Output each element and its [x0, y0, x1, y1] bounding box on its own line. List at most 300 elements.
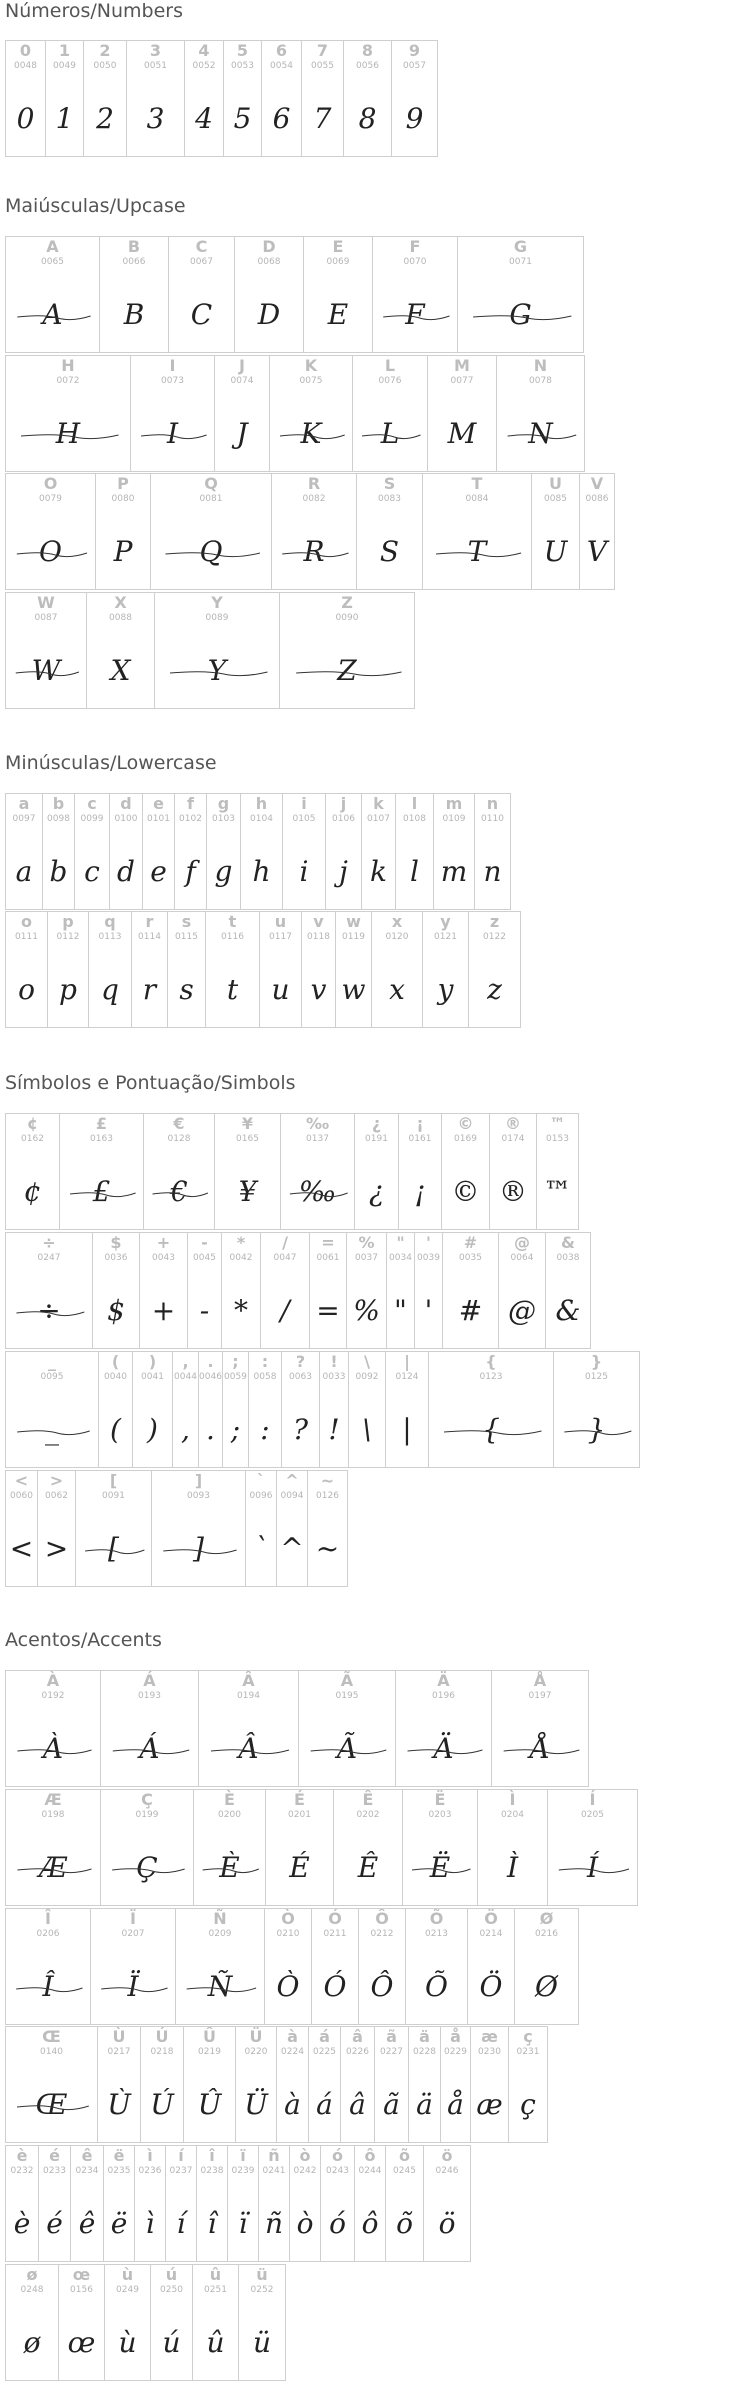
glyph-code-label: 0052 [192, 61, 216, 71]
glyph-character-label: O [43, 474, 58, 493]
glyph-sample-image: Ì [506, 1850, 519, 1884]
glyph-row [5, 1113, 579, 1230]
glyph-cell [84, 40, 127, 157]
glyph-sample-image: & [555, 1293, 581, 1327]
glyph-code-label: 0216 [535, 1929, 558, 1939]
glyph-character-label: " [396, 1233, 405, 1252]
glyph-sample-image: æ [476, 2087, 503, 2121]
glyph-character-label: Ë [434, 1790, 446, 1809]
glyph-character-label: É [294, 1790, 305, 1809]
glyph-cell [341, 2026, 375, 2143]
glyph-code-label: 0205 [581, 1810, 604, 1820]
glyph-sample-image: x [389, 972, 405, 1006]
glyph-sample-image: r [142, 972, 157, 1006]
glyph-code-label: 0044 [174, 1372, 197, 1382]
glyph-sample-image: + [151, 1293, 176, 1327]
glyph-character-label: ø [26, 2265, 38, 2284]
glyph-sample-image: d [117, 854, 135, 888]
glyph-character-label: Y [211, 593, 223, 612]
glyph-code-label: 0227 [380, 2047, 403, 2057]
glyph-row [5, 1470, 348, 1587]
glyph-code-label: 0192 [41, 1691, 65, 1701]
glyph-row [5, 2264, 286, 2381]
glyph-character-label: í [178, 2146, 184, 2165]
glyph-code-label: 0234 [75, 2166, 99, 2176]
glyph-code-label: 0174 [501, 1134, 525, 1144]
glyph-code-label: 0066 [122, 257, 146, 267]
glyph-code-label: 0236 [138, 2166, 162, 2176]
glyph-character-label: n [486, 794, 499, 813]
glyph-sample-image: À [6, 1711, 100, 1786]
glyph-code-label: 0219 [198, 2047, 221, 2057]
glyph-cell [173, 1351, 199, 1468]
glyph-code-label: 0071 [509, 257, 532, 267]
glyph-character-label: ‰ [305, 1114, 330, 1133]
glyph-sample-image: Ö [479, 1969, 503, 2003]
glyph-character-label: Ô [375, 1909, 389, 1928]
glyph-character-label: © [457, 1114, 474, 1133]
glyph-sample-image: à [284, 2087, 301, 2121]
glyph-character-label: è [16, 2146, 28, 2165]
glyph-cell [441, 2026, 471, 2143]
glyph-row [5, 1232, 591, 1349]
glyph-character-label: J [239, 356, 245, 375]
glyph-character-label: Ó [328, 1909, 342, 1928]
glyph-row [5, 473, 615, 590]
glyph-sample-image: Ñ [176, 1949, 264, 2024]
glyph-sample-image: V [586, 534, 608, 568]
glyph-cell [228, 2145, 259, 2262]
glyph-cell [321, 2145, 355, 2262]
glyph-sample-image: J [236, 416, 248, 450]
glyph-character-label: ô [364, 2146, 376, 2165]
glyph-code-label: 0115 [175, 932, 198, 942]
glyph-cell [166, 2145, 197, 2262]
glyph-character-label: N [533, 356, 548, 375]
glyph-cell [184, 2026, 236, 2143]
glyph-sample-image: 0 [16, 101, 35, 135]
glyph-character-label: ? [295, 1352, 306, 1371]
glyph-code-label: 0109 [442, 814, 466, 824]
glyph-code-label: 0204 [501, 1810, 524, 1820]
glyph-cell [199, 1351, 223, 1468]
glyph-code-label: 0079 [39, 494, 62, 504]
glyph-cell [469, 911, 521, 1028]
glyph-character-label: 9 [408, 41, 421, 60]
glyph-cell [308, 1470, 348, 1587]
glyph-code-label: 0210 [276, 1929, 300, 1939]
glyph-code-label: 0035 [459, 1253, 482, 1263]
glyph-sample-image: Ã [299, 1711, 395, 1786]
glyph-cell [87, 592, 155, 709]
glyph-sample-image: \ [362, 1412, 372, 1446]
glyph-character-label: ` [257, 1471, 265, 1490]
glyph-cell [372, 911, 423, 1028]
glyph-cell [396, 793, 434, 910]
glyph-sample-image: : [260, 1412, 270, 1446]
glyph-cell [96, 473, 151, 590]
glyph-cell [302, 911, 336, 1028]
glyph-sample-image: P [113, 534, 133, 568]
glyph-cell [392, 40, 438, 157]
glyph-sample-image: S [379, 534, 400, 568]
glyph-cell [100, 236, 169, 353]
glyph-character-label: o [21, 912, 32, 931]
glyph-sample-image: ã [383, 2087, 400, 2121]
glyph-cell [110, 793, 143, 910]
glyph-sample-image: = [316, 1293, 340, 1327]
glyph-code-label: 0033 [322, 1372, 346, 1382]
glyph-cell [105, 2264, 151, 2381]
glyph-character-label: T [471, 474, 483, 493]
glyph-code-label: 0197 [528, 1691, 552, 1701]
glyph-cell [246, 1470, 277, 1587]
glyph-sample-image: ¥ [238, 1174, 257, 1208]
glyph-cell [509, 2026, 548, 2143]
glyph-code-label: 0217 [107, 2047, 131, 2057]
glyph-character-label: w [346, 912, 361, 931]
glyph-cell [6, 1789, 101, 1906]
glyph-sample-image: N [497, 396, 584, 471]
glyph-code-label: 0042 [229, 1253, 253, 1263]
glyph-sample-image: D [257, 297, 281, 331]
glyph-cell [239, 2264, 286, 2381]
glyph-cell [101, 1670, 199, 1787]
glyph-sample-image: I [131, 396, 214, 471]
glyph-cell [353, 355, 428, 472]
glyph-sample-image: â [349, 2087, 366, 2121]
glyph-character-label: ™ [549, 1114, 566, 1133]
glyph-sample-image: Ë [403, 1830, 477, 1905]
glyph-cell [127, 40, 185, 157]
section-title-symbols: Símbolos e Pontuação/Simbols [5, 1072, 296, 1094]
glyph-code-label: 0068 [257, 257, 281, 267]
glyph-sample-image: > [44, 1531, 69, 1565]
glyph-sample-image: Ù [107, 2087, 131, 2121]
glyph-character-label: % [358, 1233, 375, 1252]
glyph-character-label: õ [399, 2146, 410, 2165]
glyph-code-label: 0055 [311, 61, 334, 71]
glyph-sample-image: Ø [535, 1969, 558, 2003]
glyph-cell [175, 793, 207, 910]
glyph-character-label: - [201, 1233, 208, 1252]
glyph-code-label: 0117 [269, 932, 292, 942]
glyph-cell [443, 1232, 499, 1349]
glyph-sample-image: v [310, 972, 327, 1006]
glyph-character-label: ñ [268, 2146, 280, 2165]
glyph-sample-image: % [353, 1293, 380, 1327]
glyph-code-label: 0051 [144, 61, 167, 71]
glyph-cell [6, 2145, 39, 2262]
glyph-cell [259, 2145, 290, 2262]
glyph-code-label: 0194 [237, 1691, 260, 1701]
glyph-code-label: 0048 [14, 61, 37, 71]
glyph-character-label: I [169, 356, 176, 375]
glyph-cell [241, 793, 283, 910]
glyph-sample-image: ê [78, 2206, 96, 2240]
glyph-sample-image: í [176, 2206, 186, 2240]
glyph-sample-image: Z [280, 633, 414, 708]
glyph-code-label: 0039 [417, 1253, 440, 1263]
glyph-cell [75, 793, 110, 910]
glyph-character-label: ï [240, 2146, 246, 2165]
glyph-sample-image: ë [110, 2206, 128, 2240]
glyph-character-label: R [307, 474, 321, 493]
glyph-cell [277, 1470, 308, 1587]
glyph-sample-image: 7 [313, 101, 332, 135]
glyph-cell [199, 1670, 299, 1787]
glyph-code-label: 0220 [244, 2047, 268, 2057]
glyph-sample-image: Õ [425, 1969, 448, 2003]
glyph-character-label: ® [505, 1114, 521, 1133]
glyph-code-label: 0239 [231, 2166, 255, 2176]
glyph-character-label: X [114, 593, 127, 612]
glyph-sample-image: Æ [6, 1830, 100, 1905]
glyph-code-label: 0038 [556, 1253, 580, 1263]
glyph-character-label: À [46, 1671, 60, 1690]
glyph-cell [6, 1908, 91, 2025]
glyph-cell [152, 1470, 246, 1587]
glyph-code-label: 0101 [147, 814, 170, 824]
glyph-character-label: é [49, 2146, 60, 2165]
glyph-sample-image: n [483, 854, 502, 888]
glyph-cell [347, 1232, 387, 1349]
glyph-row [5, 1670, 589, 1787]
glyph-character-label: Å [533, 1671, 547, 1690]
glyph-character-label: 1 [58, 41, 71, 60]
glyph-character-label: ä [419, 2027, 430, 2046]
glyph-cell [89, 911, 132, 1028]
glyph-sample-image: @ [508, 1293, 536, 1327]
glyph-character-label: C [195, 237, 208, 256]
glyph-code-label: 0198 [41, 1810, 65, 1820]
glyph-character-label: á [319, 2027, 330, 2046]
glyph-code-label: 0067 [190, 257, 213, 267]
glyph-row [5, 1789, 638, 1906]
glyph-cell [424, 2145, 471, 2262]
glyph-cell [423, 911, 469, 1028]
glyph-code-label: 0085 [544, 494, 567, 504]
glyph-character-label: ~ [320, 1471, 335, 1490]
glyph-cell [442, 1113, 490, 1230]
glyph-code-label: 0169 [454, 1134, 477, 1144]
glyph-code-label: 0202 [356, 1810, 380, 1820]
glyph-code-label: 0049 [53, 61, 76, 71]
glyph-character-label: [ [109, 1471, 118, 1490]
glyph-character-label: \ [364, 1352, 370, 1371]
glyph-code-label: 0112 [56, 932, 80, 942]
glyph-sample-image: Ó [323, 1969, 347, 2003]
glyph-character-label: å [450, 2027, 461, 2046]
glyph-code-label: 0093 [187, 1491, 210, 1501]
glyph-sample-image: Œ [6, 2067, 97, 2142]
glyph-character-label: Ì [509, 1790, 516, 1809]
glyph-sample-image: å [447, 2087, 464, 2121]
glyph-code-label: 0034 [389, 1253, 412, 1263]
glyph-cell [101, 1789, 194, 1906]
glyph-sample-image: 4 [195, 101, 213, 135]
glyph-code-label: 0045 [193, 1253, 216, 1263]
glyph-cell [282, 1351, 320, 1468]
glyph-cell [169, 236, 235, 353]
glyph-row [5, 793, 511, 910]
glyph-code-label: 0059 [224, 1372, 247, 1382]
glyph-sample-image: , [181, 1412, 190, 1446]
glyph-cell [133, 1351, 173, 1468]
glyph-cell [6, 1232, 93, 1349]
glyph-character-label: ! [330, 1352, 338, 1371]
glyph-character-label: Z [341, 593, 353, 612]
glyph-cell [355, 1113, 399, 1230]
glyph-cell [104, 2145, 135, 2262]
glyph-code-label: 0211 [323, 1929, 347, 1939]
glyph-sample-image: b [49, 854, 68, 888]
glyph-character-label: B [127, 237, 141, 256]
glyph-cell [6, 1670, 101, 1787]
glyph-character-label: 4 [198, 41, 210, 60]
glyph-character-label: E [332, 237, 344, 256]
glyph-sample-image: ? [292, 1412, 308, 1446]
glyph-cell [6, 1351, 99, 1468]
glyph-sample-image: Â [199, 1711, 298, 1786]
glyph-code-label: 0094 [280, 1491, 304, 1501]
glyph-sample-image: Í [548, 1830, 637, 1905]
glyph-cell [423, 473, 532, 590]
glyph-cell [6, 793, 43, 910]
glyph-sample-image: ï [238, 2206, 248, 2240]
glyph-cell [532, 473, 580, 590]
glyph-sample-image: ç [520, 2087, 536, 2121]
glyph-cell [302, 40, 344, 157]
glyph-code-label: 0080 [111, 494, 135, 504]
glyph-sample-image: * [234, 1293, 248, 1327]
glyph-code-label: 0084 [465, 494, 489, 504]
glyph-cell [373, 236, 458, 353]
glyph-cell [386, 1351, 429, 1468]
glyph-code-label: 0041 [141, 1372, 164, 1382]
glyph-cell [281, 1113, 355, 1230]
glyph-character-label: ö [441, 2146, 453, 2165]
glyph-sample-image: a [15, 854, 33, 888]
glyph-cell [39, 2145, 71, 2262]
glyph-character-label: : [261, 1352, 269, 1371]
glyph-code-label: 0083 [378, 494, 401, 504]
glyph-cell [326, 793, 362, 910]
glyph-character-label: Î [45, 1909, 51, 1928]
glyph-code-label: 0233 [43, 2166, 66, 2176]
glyph-character-label: M [454, 356, 470, 375]
glyph-code-label: 0065 [41, 257, 64, 267]
glyph-cell [499, 1232, 546, 1349]
glyph-sample-image: O [6, 514, 95, 589]
glyph-sample-image: . [206, 1412, 215, 1446]
glyph-character-label: Â [242, 1671, 255, 1690]
glyph-code-label: 0111 [15, 932, 38, 942]
glyph-character-label: / [282, 1233, 288, 1252]
glyph-code-label: 0043 [152, 1253, 175, 1263]
glyph-character-label: Ò [281, 1909, 295, 1928]
glyph-code-label: 0113 [98, 932, 122, 942]
glyph-sample-image: W [6, 633, 86, 708]
glyph-row [5, 355, 585, 472]
glyph-code-label: 0252 [250, 2285, 274, 2295]
glyph-sample-image: " [394, 1293, 407, 1327]
glyph-sample-image: È [194, 1830, 265, 1905]
glyph-sample-image: 5 [233, 101, 252, 135]
glyph-character-label: V [590, 474, 604, 493]
glyph-cell [46, 40, 84, 157]
glyph-code-label: 0069 [326, 257, 350, 267]
glyph-cell [277, 2026, 309, 2143]
glyph-sample-image: ñ [264, 2206, 284, 2240]
glyph-sample-image: Ï [91, 1949, 175, 2024]
glyph-row [5, 236, 584, 353]
glyph-character-label: f [187, 794, 194, 813]
glyph-character-label: Æ [44, 1790, 62, 1809]
glyph-code-label: 0137 [306, 1134, 329, 1144]
glyph-character-label: â [352, 2027, 363, 2046]
glyph-code-label: 0104 [250, 814, 273, 824]
glyph-cell [428, 355, 497, 472]
glyph-cell [135, 2145, 166, 2262]
glyph-code-label: 0156 [70, 2285, 93, 2295]
glyph-cell [309, 2026, 341, 2143]
glyph-character-label: 8 [361, 41, 374, 60]
glyph-cell [168, 911, 206, 1028]
glyph-cell [458, 236, 584, 353]
glyph-character-label: Q [204, 474, 218, 493]
glyph-character-label: P [117, 474, 129, 493]
glyph-character-label: b [52, 794, 65, 813]
glyph-cell [249, 1351, 282, 1468]
glyph-sample-image: 9 [405, 101, 424, 135]
glyph-cell [215, 1113, 281, 1230]
glyph-code-label: 0140 [40, 2047, 63, 2057]
glyph-cell [141, 2026, 184, 2143]
glyph-character-label: _ [48, 1352, 56, 1371]
glyph-character-label: Ü [249, 2027, 263, 2046]
glyph-code-label: 0229 [444, 2047, 467, 2057]
glyph-character-label: ì [147, 2146, 153, 2165]
glyph-character-label: > [49, 1471, 64, 1490]
glyph-sample-image: } [554, 1392, 639, 1467]
glyph-sample-image: p [59, 972, 77, 1006]
glyph-character-label: È [224, 1790, 235, 1809]
glyph-code-label: 0120 [385, 932, 409, 942]
glyph-code-label: 0231 [516, 2047, 540, 2057]
glyph-code-label: 0072 [56, 376, 80, 386]
glyph-code-label: 0105 [292, 814, 316, 824]
glyph-code-label: 0088 [109, 613, 132, 623]
glyph-code-label: 0118 [307, 932, 330, 942]
glyph-character-label: ( [111, 1352, 120, 1371]
glyph-sample-image: ó [329, 2206, 346, 2240]
glyph-sample-image: î [207, 2206, 217, 2240]
glyph-cell [478, 1789, 548, 1906]
glyph-code-label: 0087 [34, 613, 58, 623]
glyph-character-label: 5 [236, 41, 249, 60]
glyph-sample-image: w [341, 972, 366, 1006]
glyph-character-label: Ï [130, 1909, 136, 1928]
glyph-cell [386, 2145, 424, 2262]
glyph-cell [475, 793, 511, 910]
glyph-code-label: 0086 [585, 494, 609, 504]
glyph-sample-image: H [6, 396, 130, 471]
glyph-cell [194, 1789, 266, 1906]
glyph-sample-image: ( [110, 1412, 121, 1446]
glyph-code-label: 0064 [510, 1253, 534, 1263]
glyph-sample-image: [ [76, 1511, 151, 1586]
